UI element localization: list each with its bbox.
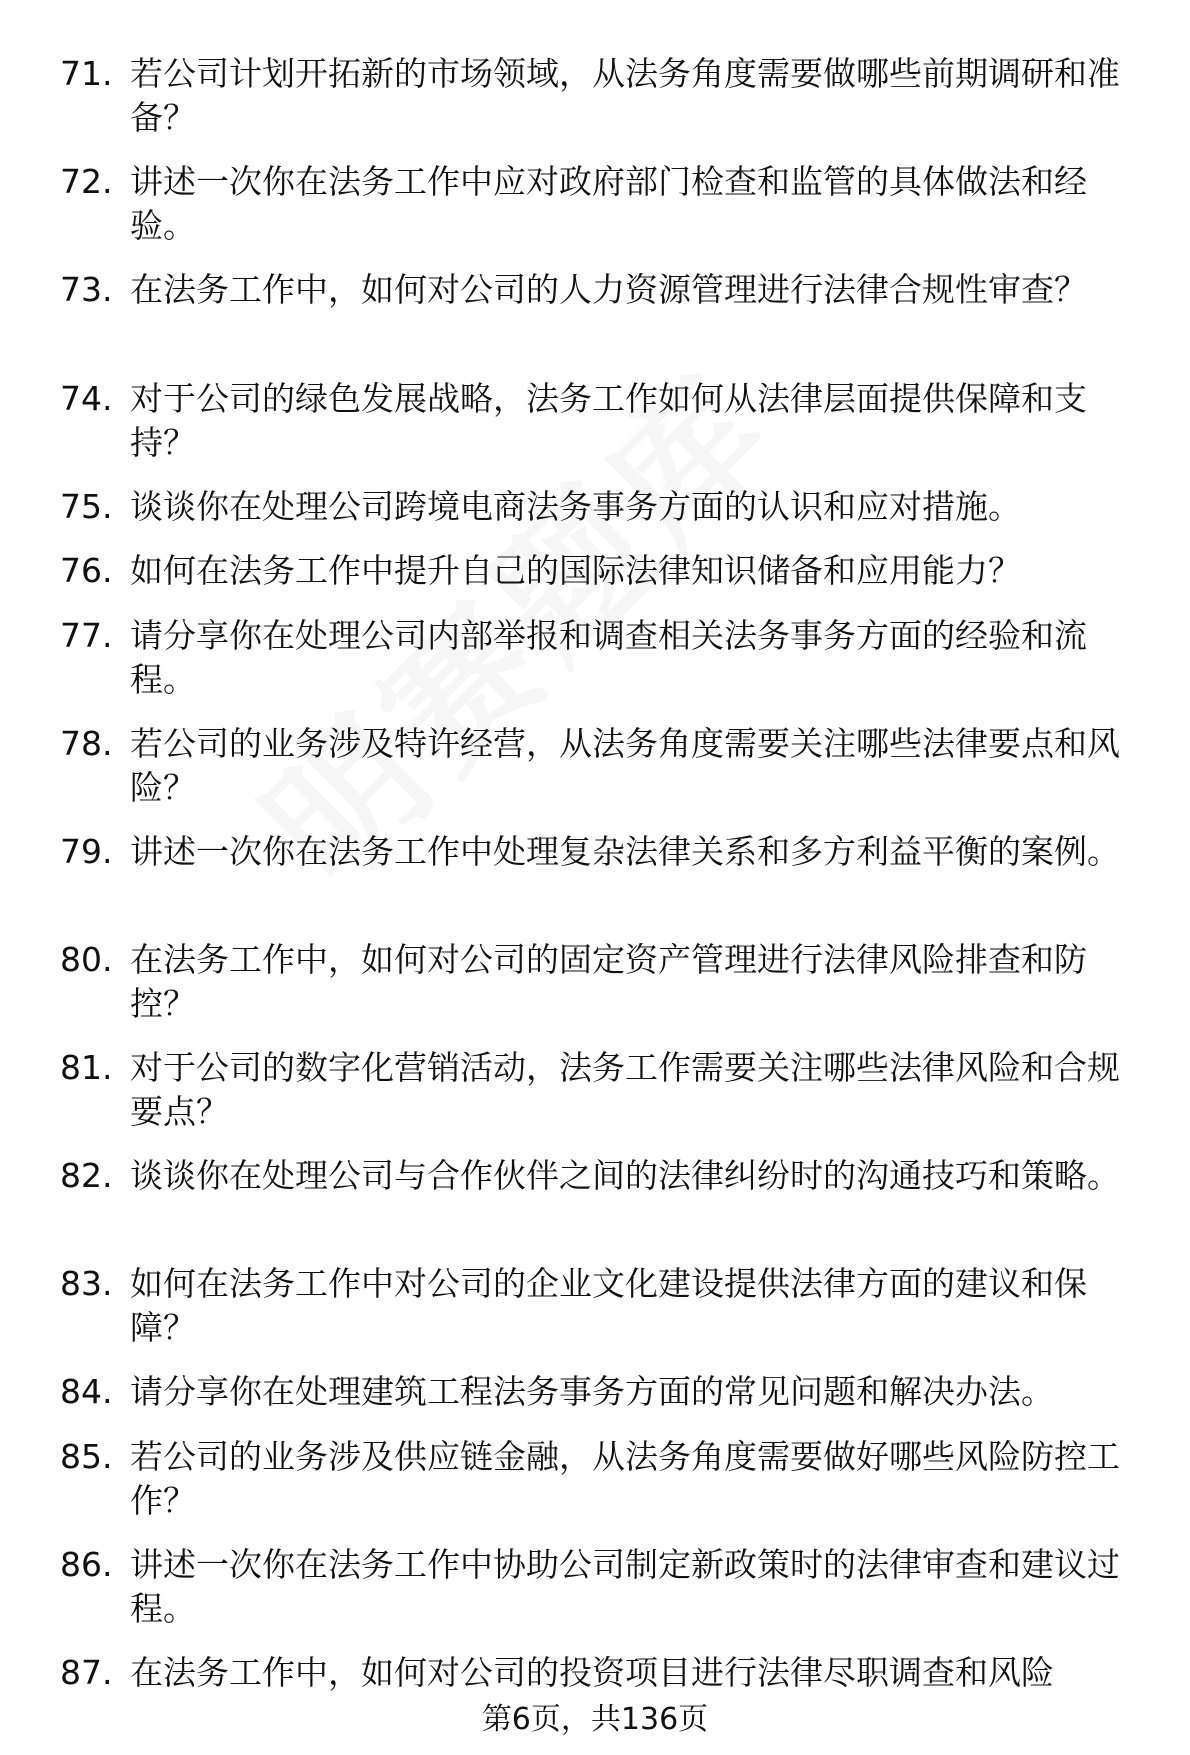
page-footer: 第6页，共136页 bbox=[481, 1702, 709, 1737]
question-number: 76. bbox=[60, 551, 113, 590]
question-text: 谈谈你在处理公司与合作伙伴之间的法律纠纷时的沟通技巧和策略。 bbox=[130, 1156, 1120, 1195]
question-number: 84. bbox=[60, 1372, 113, 1411]
question-text: 请分享你在处理建筑工程法务事务方面的常见问题和解决办法。 bbox=[130, 1372, 1054, 1411]
question-text: 讲述一次你在法务工作中处理复杂法律关系和多方利益平衡的案例。 bbox=[130, 832, 1120, 871]
question-number: 78. bbox=[60, 724, 113, 763]
question-number: 72. bbox=[60, 162, 113, 201]
question-text: 讲述一次你在法务工作中应对政府部门检查和监管的具体做法和经验。 bbox=[130, 162, 1087, 245]
question-text: 如何在法务工作中提升自己的国际法律知识储备和应用能力？ bbox=[130, 551, 1021, 590]
question-text: 若公司的业务涉及特许经营，从法务角度需要关注哪些法律要点和风险？ bbox=[130, 724, 1120, 807]
question-number: 87. bbox=[60, 1653, 113, 1692]
question-number: 74. bbox=[60, 379, 113, 418]
question-text: 讲述一次你在法务工作中协助公司制定新政策时的法律审查和建议过程。 bbox=[130, 1545, 1120, 1628]
question-number: 82. bbox=[60, 1156, 113, 1195]
question-number: 77. bbox=[60, 616, 113, 655]
question-number: 85. bbox=[60, 1437, 113, 1476]
question-number: 71. bbox=[60, 54, 113, 93]
question-text: 对于公司的绿色发展战略，法务工作如何从法律层面提供保障和支持？ bbox=[130, 379, 1087, 462]
question-text: 若公司的业务涉及供应链金融，从法务角度需要做好哪些风险防控工作？ bbox=[130, 1437, 1120, 1520]
question-number: 80. bbox=[60, 940, 113, 979]
question-text: 如何在法务工作中对公司的企业文化建设提供法律方面的建议和保障？ bbox=[130, 1264, 1087, 1347]
question-text: 在法务工作中，如何对公司的投资项目进行法律尽职调查和风险 bbox=[130, 1653, 1054, 1692]
question-number: 83. bbox=[60, 1264, 113, 1303]
question-number: 75. bbox=[60, 487, 113, 526]
question-text: 若公司计划开拓新的市场领域，从法务角度需要做哪些前期调研和准备？ bbox=[130, 54, 1120, 137]
question-number: 79. bbox=[60, 832, 113, 871]
question-text: 在法务工作中，如何对公司的固定资产管理进行法律风险排查和防控？ bbox=[130, 940, 1087, 1023]
question-text: 在法务工作中，如何对公司的人力资源管理进行法律合规性审查？ bbox=[130, 270, 1087, 309]
question-number: 86. bbox=[60, 1545, 113, 1584]
question-text: 谈谈你在处理公司跨境电商法务事务方面的认识和应对措施。 bbox=[130, 487, 1021, 526]
question-number: 81. bbox=[60, 1048, 113, 1087]
question-text: 请分享你在处理公司内部举报和调查相关法务事务方面的经验和流程。 bbox=[130, 616, 1087, 699]
question-number: 73. bbox=[60, 270, 113, 309]
question-text: 对于公司的数字化营销活动，法务工作需要关注哪些法律风险和合规要点？ bbox=[130, 1048, 1120, 1131]
